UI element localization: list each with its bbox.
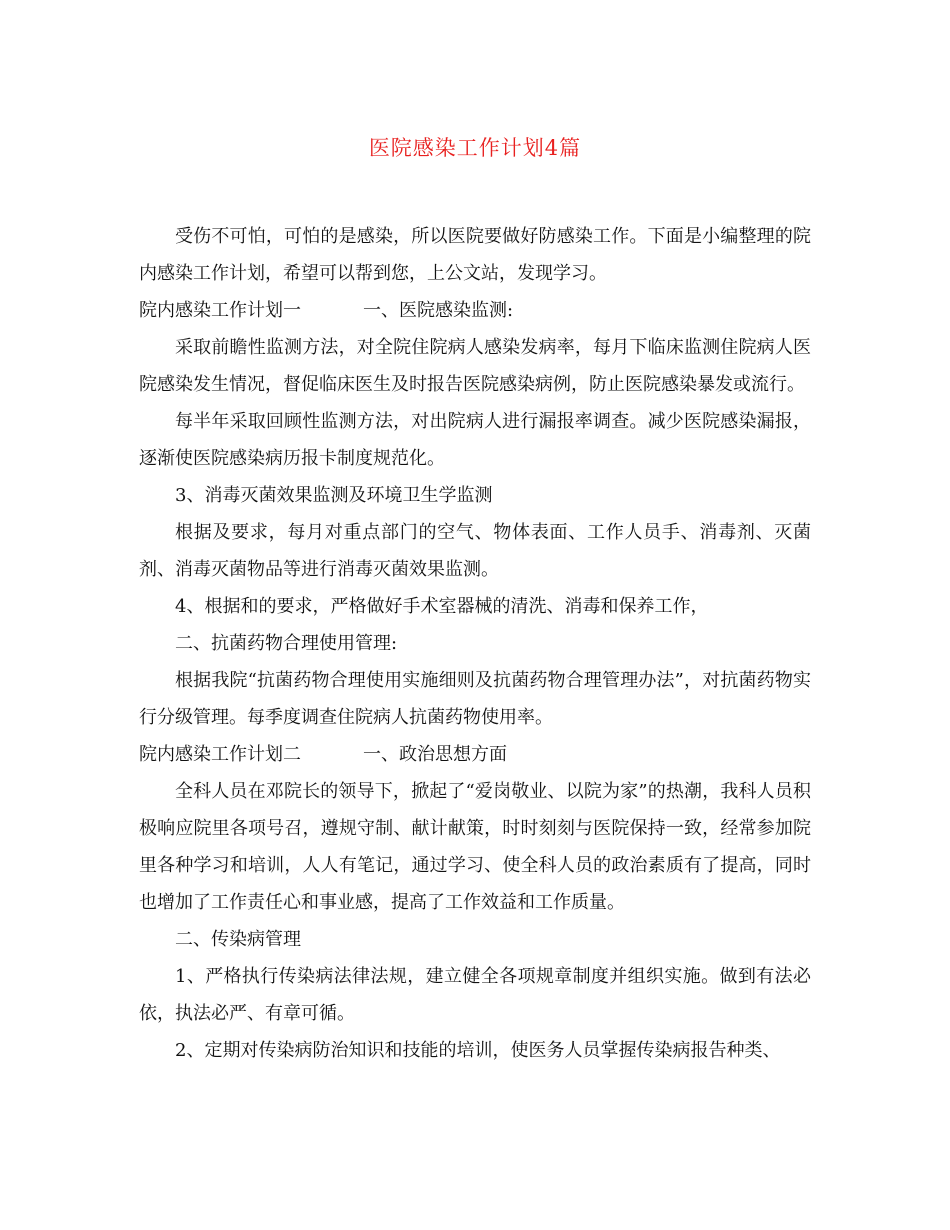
paragraph-infectious-disease-heading: 二、传染病管理 (175, 929, 301, 950)
paragraph-intro: 受伤不可怕，可怕的是感染，所以医院要做好防感染工作。下面是小编整理的院内感染工作计划，希望可以帮到您，上公文站，发现学习。 (139, 226, 811, 284)
document-body (139, 218, 811, 1069)
page-title: 医院感染工作计划4篇 (368, 136, 582, 160)
plan-2-title: 院内感染工作计划二 (139, 744, 301, 765)
paragraph-disinfection-detail: 根据及要求，每月对重点部门的空气、物体表面、工作人员手、消毒剂、灭菌剂、消毒灭菌物品等进行消毒灭菌效果监测。 (139, 522, 811, 580)
section-heading-plan-2 (139, 736, 811, 773)
paragraph-prospective-monitoring: 采取前瞻性监测方法，对全院住院病人感染发病率，每月下临床监测住院病人医院感染发生情况，督促临床医生及时报告医院感染病例，防止医院感染暴发或流行。 (139, 337, 811, 395)
paragraph-retrospective-monitoring: 每半年采取回顾性监测方法，对出院病人进行漏报率调查。减少医院感染漏报，逐渐使医院感染病历报卡制度规范化。 (139, 411, 811, 469)
plan-1-title: 院内感染工作计划一 (139, 300, 301, 321)
paragraph-training: 2、定期对传染病防治知识和技能的培训，使医务人员掌握传染病报告种类、 (175, 1040, 781, 1061)
paragraph-antibiotics-heading: 二、抗菌药物合理使用管理: (175, 633, 398, 654)
plan-2-first-heading: 一、政治思想方面 (363, 744, 507, 765)
section-heading-plan-1 (139, 292, 811, 329)
paragraph-surgery-instruments: 4、根据和的要求，严格做好手术室器械的清洗、消毒和保养工作， (175, 596, 709, 617)
paragraph-political-thought: 全科人员在邓院长的领导下，掀起了“爱岗敬业、以院为家”的热潮，我科人员积极响应院里各项号召，遵规守制、献计献策，时时刻刻与医院保持一致，经常参加院里各种学习和培训，人人有笔记，通过学习、使全科人员的政治素质有了提高，同时也增加了工作责任心和事业感，提高了工作效益和工作质量。 (139, 781, 811, 913)
paragraph-law-enforcement: 1、严格执行传染病法律法规，建立健全各项规章制度并组织实施。做到有法必依，执法必严、有章可循。 (139, 966, 811, 1024)
plan-1-first-heading: 一、医院感染监测: (363, 300, 514, 321)
paragraph-antibiotics-detail: 根据我院“抗菌药物合理使用实施细则及抗菌药物合理管理办法”，对抗菌药物实行分级管理。每季度调查住院病人抗菌药物使用率。 (139, 670, 811, 728)
paragraph-disinfection-heading: 3、消毒灭菌效果监测及环境卫生学监测 (175, 485, 493, 506)
